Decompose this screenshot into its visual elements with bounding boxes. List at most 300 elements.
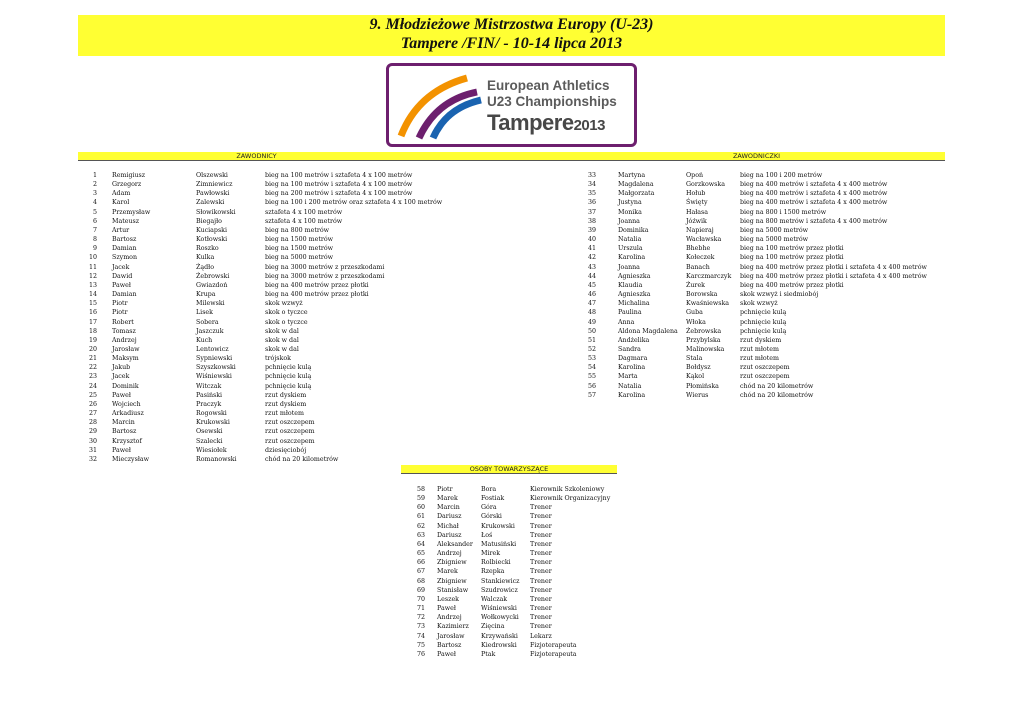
women-event: pchnięcie kulą xyxy=(740,309,787,317)
men-num: 13 xyxy=(88,281,97,289)
staff-last: Łoś xyxy=(481,531,493,539)
men-first: Bartosz xyxy=(112,236,137,244)
staff-last: Zięcina xyxy=(481,623,505,631)
men-first: Maksym xyxy=(112,355,139,363)
staff-num: 76 xyxy=(416,650,425,658)
men-event: bieg na 200 metrów i sztafeta 4 x 100 metrów xyxy=(265,190,413,198)
men-event: bieg na 400 metrów przez płotki xyxy=(265,281,369,289)
women-num: 34 xyxy=(587,181,596,189)
men-event: pchnięcie kulą xyxy=(265,373,312,381)
women-first: Michalina xyxy=(618,300,650,308)
men-row xyxy=(78,327,428,336)
logo-text-line-3: Tampere2013 xyxy=(487,110,605,135)
staff-role: Fizjoterapeuta xyxy=(530,650,577,658)
women-first: Dagmara xyxy=(618,355,648,363)
staff-first: Marek xyxy=(437,495,458,503)
women-num: 56 xyxy=(587,382,596,390)
women-event: bieg na 800 i 1500 metrów xyxy=(740,208,827,216)
women-last: Banach xyxy=(686,263,710,271)
women-row xyxy=(580,391,940,400)
men-num: 2 xyxy=(92,181,97,189)
women-row xyxy=(580,189,940,198)
men-first: Marcin xyxy=(112,419,135,427)
women-event: skok wzwyż i siedmiobój xyxy=(740,291,819,299)
women-row xyxy=(580,372,940,381)
staff-row xyxy=(400,567,630,576)
staff-first: Paweł xyxy=(437,650,456,658)
staff-row xyxy=(400,549,630,558)
men-list xyxy=(78,171,443,464)
staff-num: 61 xyxy=(416,513,425,521)
women-row xyxy=(580,198,940,207)
men-event: pchnięcie kulą xyxy=(265,364,312,372)
logo-text-line-2: U23 Championships xyxy=(487,94,617,109)
women-row xyxy=(580,171,940,180)
staff-last: Bora xyxy=(481,486,497,493)
title-line-2: Tampere /FIN/ - 10-14 lipca 2013 xyxy=(400,35,623,52)
women-last: Żebrowska xyxy=(686,327,722,335)
men-event: chód na 20 kilometrów xyxy=(265,455,339,463)
men-num: 5 xyxy=(92,208,97,216)
men-row xyxy=(78,382,428,391)
women-first: Sandra xyxy=(618,345,641,353)
men-first: Jakub xyxy=(112,364,131,372)
staff-role: Trener xyxy=(530,614,552,622)
women-event: bieg na 5000 metrów xyxy=(740,236,809,244)
staff-role: Trener xyxy=(530,513,552,521)
women-num: 38 xyxy=(587,217,596,225)
men-last: Kotłowski xyxy=(196,236,228,244)
men-row xyxy=(78,198,443,207)
men-num: 32 xyxy=(88,455,97,463)
women-last: Borowska xyxy=(686,291,718,299)
staff-section-header: OSOBY TOWARZYSZĄCE xyxy=(401,465,617,474)
men-row xyxy=(78,318,428,327)
women-num: 33 xyxy=(587,172,596,179)
staff-last: Góra xyxy=(481,504,497,512)
men-event: skok w dal xyxy=(265,345,299,353)
women-last: Płomińska xyxy=(686,382,719,390)
staff-last: Walczak xyxy=(481,595,508,603)
women-row xyxy=(580,272,940,281)
women-num: 49 xyxy=(587,318,596,326)
men-last: Witczak xyxy=(196,382,222,390)
men-num: 28 xyxy=(88,419,97,427)
men-last: Lentowicz xyxy=(196,345,229,353)
staff-num: 65 xyxy=(416,550,425,558)
men-num: 25 xyxy=(88,391,97,399)
women-first: Joanna xyxy=(618,263,640,271)
men-row xyxy=(78,180,428,189)
staff-num: 70 xyxy=(416,595,425,603)
men-first: Remigiusz xyxy=(112,172,146,179)
staff-first: Dariusz xyxy=(437,513,462,521)
men-first: Wojciech xyxy=(112,400,141,408)
staff-last: Krukowski xyxy=(481,522,515,530)
women-row xyxy=(580,336,940,345)
women-event: rzut oszczepem xyxy=(740,364,790,372)
staff-row xyxy=(400,641,630,650)
women-row xyxy=(580,382,940,391)
men-event: bieg na 800 metrów xyxy=(265,226,330,234)
staff-first: Leszek xyxy=(437,595,459,603)
men-row xyxy=(78,446,428,455)
women-num: 50 xyxy=(587,327,596,335)
women-num: 37 xyxy=(587,208,596,216)
men-last: Romanowski xyxy=(196,455,237,463)
staff-role: Kierownik Szkoleniowy xyxy=(530,486,605,493)
men-first: Piotr xyxy=(112,309,128,317)
men-event: skok o tyczce xyxy=(265,309,308,317)
women-num: 42 xyxy=(587,254,596,262)
championships-logo xyxy=(386,63,637,147)
women-first: Justyna xyxy=(618,199,642,207)
women-event: bieg na 400 metrów przez płotki xyxy=(740,281,844,289)
staff-row xyxy=(400,558,630,567)
men-event: bieg na 1500 metrów xyxy=(265,236,334,244)
men-event: dziesięciobój xyxy=(265,446,307,454)
men-row xyxy=(78,281,428,290)
men-row xyxy=(78,235,428,244)
men-num: 23 xyxy=(88,373,97,381)
men-first: Krzysztof xyxy=(112,437,142,445)
women-row xyxy=(580,244,940,253)
women-num: 36 xyxy=(587,199,596,207)
women-last: Żurek xyxy=(686,281,705,289)
staff-role: Trener xyxy=(530,568,552,576)
men-first: Szymon xyxy=(112,254,138,262)
men-num: 24 xyxy=(88,382,97,390)
staff-last: Mirek xyxy=(481,550,501,558)
men-event: sztafeta 4 x 100 metrów xyxy=(265,208,343,216)
women-first: Joanna xyxy=(618,217,640,225)
women-num: 43 xyxy=(587,263,596,271)
staff-last: Wołkowycki xyxy=(481,614,519,622)
men-num: 3 xyxy=(92,190,97,198)
staff-role: Trener xyxy=(530,605,552,613)
women-event: bieg na 400 metrów i sztafeta 4 x 400 metrów xyxy=(740,181,888,189)
women-first: Urszula xyxy=(618,245,643,253)
staff-last: Matusiński xyxy=(481,540,517,548)
women-num: 57 xyxy=(587,391,596,399)
men-last: Roszko xyxy=(196,245,219,253)
men-row xyxy=(78,409,428,418)
women-first: Agnieszka xyxy=(618,272,651,280)
men-num: 17 xyxy=(88,318,97,326)
men-last: Jaszczuk xyxy=(196,327,224,335)
men-row xyxy=(78,189,428,198)
women-first: Martyna xyxy=(618,172,646,179)
women-last: Guba xyxy=(686,309,703,317)
men-last: Lisek xyxy=(196,309,213,317)
men-first: Jacek xyxy=(112,263,130,271)
men-row xyxy=(78,217,428,226)
staff-first: Stanisław xyxy=(437,586,469,594)
women-section-header: ZAWODNICZKI xyxy=(435,152,945,161)
men-first: Piotr xyxy=(112,300,128,308)
staff-num: 59 xyxy=(416,495,425,503)
track-swoosh-icon xyxy=(397,70,485,142)
men-num: 21 xyxy=(88,355,97,363)
women-first: Magdalena xyxy=(618,181,654,189)
men-first: Dawid xyxy=(112,272,133,280)
men-last: Milewski xyxy=(196,300,225,308)
men-num: 19 xyxy=(88,336,97,344)
staff-first: Andrzej xyxy=(437,550,462,558)
women-num: 53 xyxy=(587,355,596,363)
women-row xyxy=(580,253,940,262)
men-section-header: ZAWODNICY xyxy=(78,152,435,161)
men-last: Osewski xyxy=(196,428,223,436)
staff-last: Rolbiecki xyxy=(481,559,511,567)
men-row xyxy=(78,372,428,381)
men-num: 7 xyxy=(92,226,97,234)
men-last: Żebrowski xyxy=(196,272,230,280)
men-num: 14 xyxy=(88,291,97,299)
women-last: Opoń xyxy=(686,172,704,179)
staff-num: 58 xyxy=(416,486,425,493)
women-num: 45 xyxy=(587,281,596,289)
men-last: Szalecki xyxy=(196,437,223,445)
women-event: bieg na 100 i 200 metrów xyxy=(740,172,823,179)
women-last: Kołeczek xyxy=(686,254,715,262)
women-event: rzut młotem xyxy=(740,355,779,363)
women-row xyxy=(580,345,940,354)
men-row xyxy=(78,391,428,400)
staff-row xyxy=(400,604,630,613)
women-first: Karolina xyxy=(618,254,646,262)
men-event: bieg na 100 i 200 metrów oraz sztafeta 4 x 100 metrów xyxy=(265,199,443,207)
staff-row xyxy=(400,503,630,512)
women-first: Paulina xyxy=(618,309,642,317)
women-num: 48 xyxy=(587,309,596,317)
men-last: Praczyk xyxy=(196,400,222,408)
men-first: Paweł xyxy=(112,391,131,399)
women-num: 39 xyxy=(587,226,596,234)
men-first: Jacek xyxy=(112,373,130,381)
men-last: Zalewski xyxy=(196,199,225,207)
staff-row xyxy=(400,595,630,604)
staff-last: Szudrowicz xyxy=(481,586,518,594)
staff-last: Ptak xyxy=(481,650,496,658)
men-event: rzut oszczepem xyxy=(265,437,315,445)
men-row xyxy=(78,171,428,180)
staff-last: Kiedrowski xyxy=(481,641,517,649)
men-last: Żądło xyxy=(196,263,214,271)
women-first: Natalia xyxy=(618,236,642,244)
women-first: Agnieszka xyxy=(618,291,651,299)
staff-list xyxy=(400,485,630,659)
staff-row xyxy=(400,512,630,521)
women-first: Monika xyxy=(618,208,642,216)
staff-row xyxy=(400,540,630,549)
women-last: Kąkol xyxy=(686,373,705,381)
women-row xyxy=(580,263,940,272)
women-list xyxy=(580,171,940,400)
women-row xyxy=(580,299,940,308)
men-event: skok o tyczce xyxy=(265,318,308,326)
women-last: Napieraj xyxy=(686,226,714,234)
men-num: 16 xyxy=(88,309,97,317)
women-num: 52 xyxy=(587,345,596,353)
men-num: 11 xyxy=(88,263,97,271)
staff-role: Trener xyxy=(530,559,552,567)
women-first: Karolina xyxy=(618,391,646,399)
women-event: rzut młotem xyxy=(740,345,779,353)
women-row xyxy=(580,226,940,235)
staff-row xyxy=(400,622,630,631)
staff-num: 62 xyxy=(416,522,425,530)
women-event: bieg na 400 metrów przez płotki i sztafeta 4 x 400 metrów xyxy=(740,272,927,280)
logo-text-line-1: European Athletics xyxy=(487,78,610,93)
men-first: Dominik xyxy=(112,382,139,390)
women-last: Jóźwik xyxy=(686,217,707,225)
men-first: Karol xyxy=(112,199,130,207)
men-num: 10 xyxy=(88,254,97,262)
women-last: Malinowska xyxy=(686,345,725,353)
women-last: Wacławska xyxy=(686,236,722,244)
women-event: pchnięcie kulą xyxy=(740,318,787,326)
men-last: Wiśniewski xyxy=(196,373,232,381)
staff-num: 72 xyxy=(416,614,425,622)
women-row xyxy=(580,217,940,226)
women-num: 55 xyxy=(587,373,596,381)
men-first: Tomasz xyxy=(112,327,136,335)
staff-first: Zbigniew xyxy=(437,577,467,585)
men-last: Gwiazdoń xyxy=(196,281,228,289)
women-row xyxy=(580,327,940,336)
men-last: Rogowski xyxy=(196,410,227,418)
staff-num: 69 xyxy=(416,586,425,594)
staff-first: Aleksander xyxy=(437,540,473,548)
staff-first: Jarosław xyxy=(437,632,465,640)
staff-role: Trener xyxy=(530,522,552,530)
women-last: Gorzkowska xyxy=(686,181,725,189)
men-event: bieg na 5000 metrów xyxy=(265,254,334,262)
staff-last: Rzepka xyxy=(481,568,505,576)
women-event: pchnięcie kulą xyxy=(740,327,787,335)
men-num: 20 xyxy=(88,345,97,353)
men-first: Adam xyxy=(112,190,131,198)
men-last: Olszewski xyxy=(196,172,228,179)
staff-num: 71 xyxy=(416,605,425,613)
staff-role: Lekarz xyxy=(530,632,552,640)
staff-first: Dariusz xyxy=(437,531,462,539)
staff-role: Trener xyxy=(530,586,552,594)
women-row xyxy=(580,235,940,244)
staff-last: Krzywański xyxy=(481,632,518,640)
men-last: Pawłowski xyxy=(196,190,230,198)
women-event: bieg na 100 metrów przez płotki xyxy=(740,245,844,253)
staff-first: Paweł xyxy=(437,605,456,613)
women-last: Bołdysz xyxy=(686,364,711,372)
men-row xyxy=(78,427,428,436)
men-num: 8 xyxy=(92,236,97,244)
men-last: Zimniewicz xyxy=(196,181,233,189)
staff-role: Trener xyxy=(530,540,552,548)
men-row xyxy=(78,272,428,281)
staff-row xyxy=(400,485,630,494)
staff-row xyxy=(400,522,630,531)
women-num: 46 xyxy=(587,291,596,299)
women-event: bieg na 400 metrów i sztafeta 4 x 400 metrów xyxy=(740,199,888,207)
men-first: Paweł xyxy=(112,446,131,454)
staff-role: Trener xyxy=(530,595,552,603)
women-first: Marta xyxy=(618,373,638,381)
men-row xyxy=(78,253,428,262)
men-num: 9 xyxy=(92,245,97,253)
women-num: 40 xyxy=(587,236,596,244)
men-event: bieg na 3000 metrów z przeszkodami xyxy=(265,272,385,280)
staff-first: Andrzej xyxy=(437,614,462,622)
document-title xyxy=(78,15,945,56)
men-num: 29 xyxy=(88,428,97,436)
men-first: Mieczysław xyxy=(112,455,150,463)
staff-num: 64 xyxy=(416,540,425,548)
staff-first: Marcin xyxy=(437,504,460,512)
men-num: 30 xyxy=(88,437,97,445)
men-first: Robert xyxy=(112,318,134,326)
title-line-1: 9. Młodzieżowe Mistrzostwa Europy (U-23) xyxy=(369,16,654,33)
men-first: Grzegorz xyxy=(112,181,142,189)
men-row xyxy=(78,437,428,446)
staff-first: Piotr xyxy=(437,486,453,493)
women-last: Bhebhe xyxy=(686,245,711,253)
staff-last: Stankiewicz xyxy=(481,577,520,585)
staff-role: Trener xyxy=(530,577,552,585)
men-row xyxy=(78,354,428,363)
women-event: bieg na 800 metrów i sztafeta 4 x 400 metrów xyxy=(740,217,888,225)
staff-first: Bartosz xyxy=(437,641,462,649)
women-event: rzut oszczepem xyxy=(740,373,790,381)
women-row xyxy=(580,290,940,299)
women-last: Kwaśniewska xyxy=(686,300,730,308)
men-last: Kuciapski xyxy=(196,226,228,234)
men-first: Bartosz xyxy=(112,428,137,436)
women-last: Hołub xyxy=(686,190,706,198)
women-last: Święty xyxy=(686,199,708,207)
men-row xyxy=(78,455,428,464)
men-row xyxy=(78,308,428,317)
women-last: Hałasa xyxy=(686,208,709,216)
men-last: Sobera xyxy=(196,318,219,326)
staff-num: 60 xyxy=(416,504,425,512)
men-event: skok w dal xyxy=(265,327,299,335)
women-last: Włoka xyxy=(686,318,706,326)
staff-num: 73 xyxy=(416,623,425,631)
men-num: 22 xyxy=(88,364,97,372)
men-num: 18 xyxy=(88,327,97,335)
women-event: chód na 20 kilometrów xyxy=(740,391,814,399)
staff-role: Trener xyxy=(530,623,552,631)
women-last: Wierus xyxy=(686,391,709,399)
women-first: Anna xyxy=(618,318,635,326)
men-num: 6 xyxy=(92,217,97,225)
men-event: trójskok xyxy=(265,355,291,363)
women-num: 47 xyxy=(587,300,596,308)
men-first: Paweł xyxy=(112,281,131,289)
men-last: Biegajło xyxy=(196,217,222,225)
men-last: Słowikowski xyxy=(196,208,236,216)
men-event: rzut oszczepem xyxy=(265,419,315,427)
men-event: skok w dal xyxy=(265,336,299,344)
men-last: Kuch xyxy=(196,336,213,344)
men-last: Pasiński xyxy=(196,391,223,399)
staff-num: 66 xyxy=(416,559,425,567)
men-num: 12 xyxy=(88,272,97,280)
staff-row xyxy=(400,632,630,641)
men-last: Sypniewski xyxy=(196,355,233,363)
